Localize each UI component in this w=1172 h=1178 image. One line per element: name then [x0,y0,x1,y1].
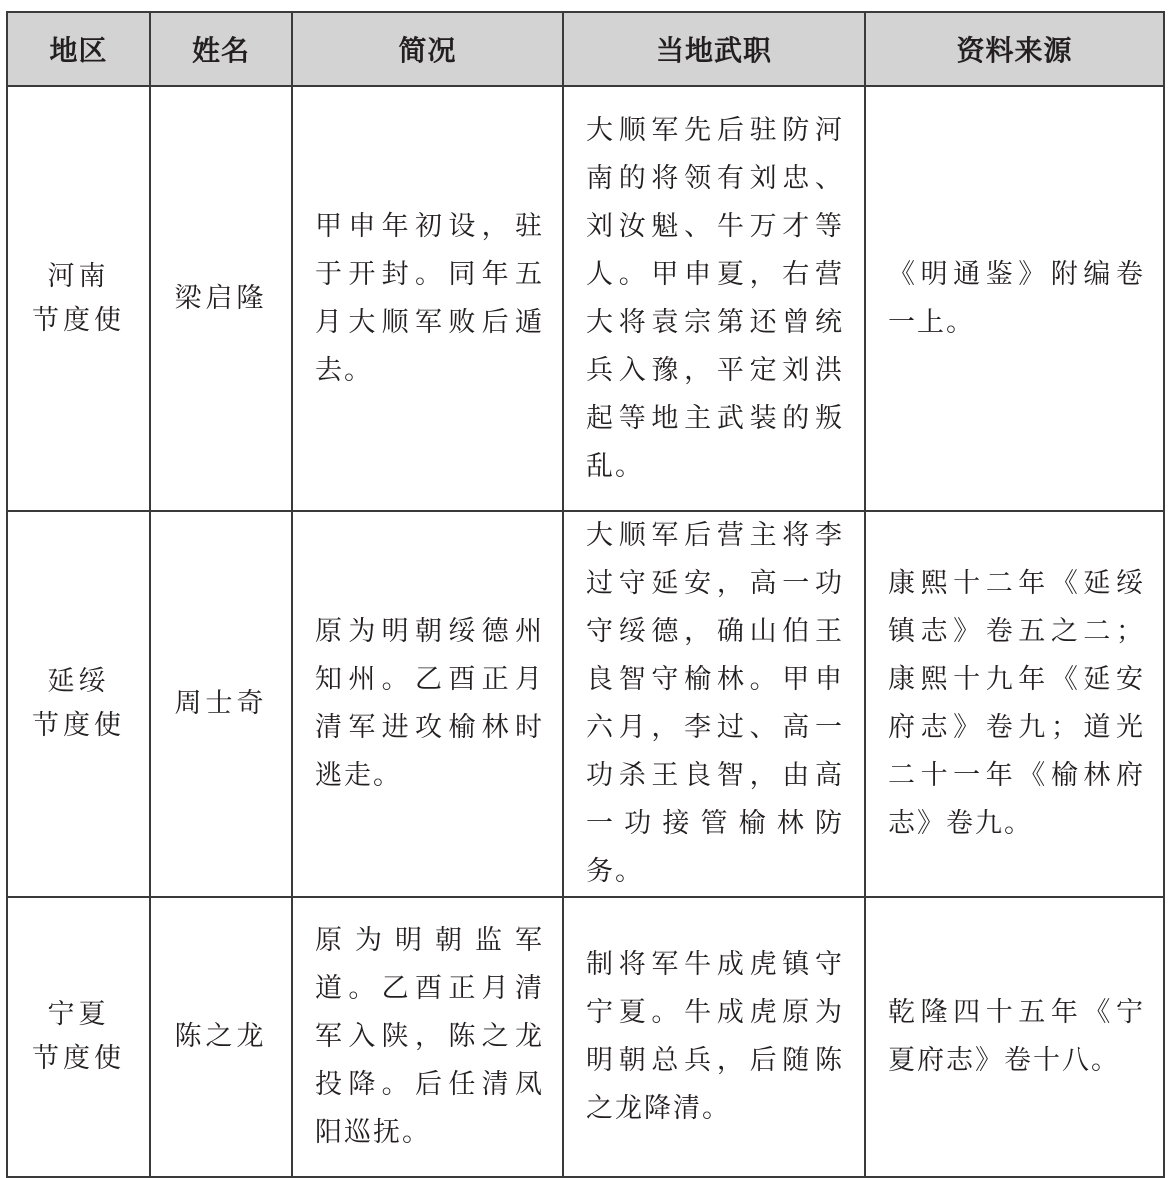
table-row [7,86,1164,511]
brief-text: 原为明朝绥德州知州。乙酉正月清军进攻榆林时逃走。 [315,616,544,791]
region-cell [7,511,150,897]
header-row [7,12,1164,86]
name-cell: 梁启隆 [150,86,292,511]
military-cell [563,86,865,511]
header-brief: 简况 [292,12,563,86]
military-text: 大顺军先后驻防河南的将领有刘忠、刘汝魁、牛万才等人。甲申夏，右营大将袁宗第还曾统兵入豫，平定刘洪起等地主武装的叛乱。 [586,114,844,482]
region-place: 宁夏 [47,999,110,1030]
governors-table [6,11,1165,1178]
table-row [7,511,1164,897]
name-cell: 周士奇 [150,511,292,897]
header-local-military-post: 当地武职 [563,12,865,86]
region-place: 河南 [47,260,110,292]
table-header [7,12,1164,86]
source-text: 乾隆四十五年《宁夏府志》卷十八。 [888,997,1145,1076]
source-text: 康熙十二年《延绥镇志》卷五之二；康熙十九年《延安府志》卷九；道光二十一年《榆林府志》卷九。 [888,568,1145,839]
region-cell [7,86,150,511]
header-name: 姓名 [150,12,292,86]
brief-text: 甲申年初设，驻于开封。同年五月大顺军败后遁去。 [315,210,544,386]
header-source: 资料来源 [865,12,1164,86]
region-cell [7,897,150,1177]
military-cell [563,511,865,897]
military-cell [563,897,865,1177]
header-region: 地区 [7,12,150,86]
brief-cell [292,86,563,511]
region-title: 节度使 [32,304,125,336]
brief-text: 原为明朝监军道。乙酉正月清军入陕，陈之龙投降。后任清凤阳巡抚。 [315,925,544,1148]
region-title: 节度使 [32,1043,125,1074]
table-row [7,897,1164,1177]
brief-cell [292,897,563,1177]
source-cell [865,897,1164,1177]
region-title: 节度使 [32,710,125,741]
source-cell [865,511,1164,897]
brief-cell [292,511,563,897]
region-place: 延绥 [47,666,110,697]
military-text: 制将军牛成虎镇守宁夏。牛成虎原为明朝总兵，后随陈之龙降清。 [586,949,844,1124]
name-cell: 陈之龙 [150,897,292,1177]
source-cell [865,86,1164,511]
source-text: 《明通鉴》附编卷一上。 [888,258,1145,338]
military-text: 大顺军后营主将李过守延安，高一功守绥德，确山伯王良智守榆林。甲申六月，李过、高一功杀王良智，由高一功接管榆林防务。 [586,520,844,887]
